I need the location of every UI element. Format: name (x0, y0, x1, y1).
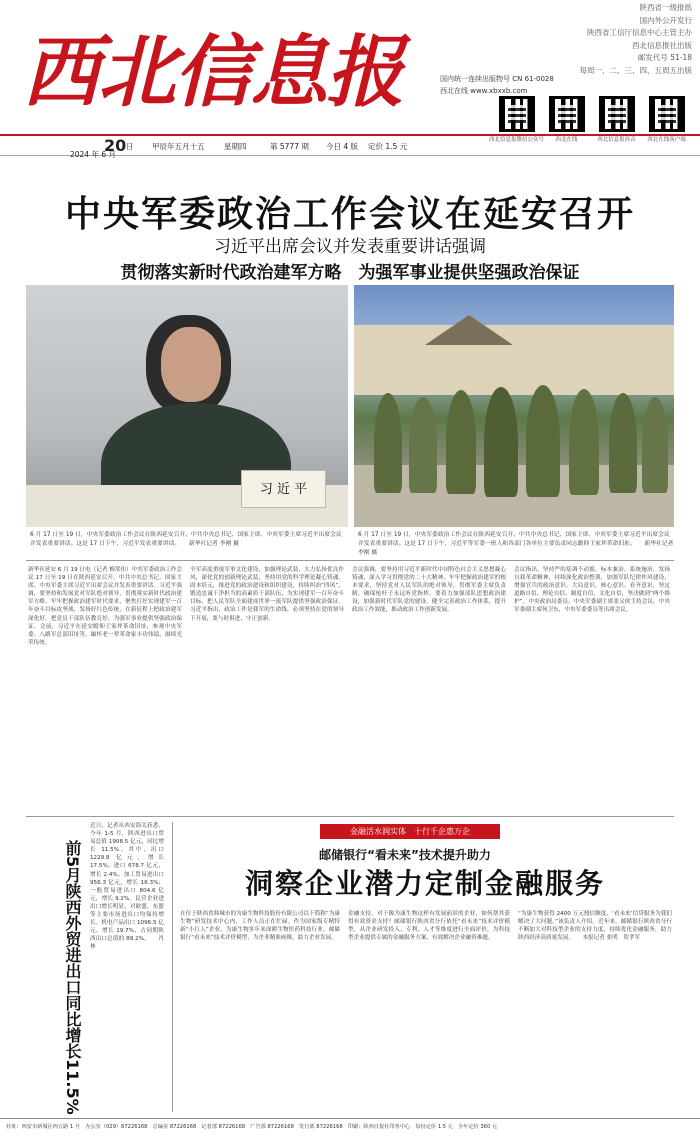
info-line: 陕西省工信厅信息中心主管主办 (587, 28, 692, 37)
info-line: 邮发代号 51-18 (637, 53, 692, 62)
masthead-info (580, 2, 693, 77)
feature-subtitle: 邮储银行“看未来”技术提升助力 (319, 848, 491, 862)
lead-headline[interactable]: 中央军委政治工作会议在延安召开 (64, 193, 635, 235)
lunar-date: 甲辰年五月十五 (152, 142, 205, 151)
building (354, 325, 674, 395)
officer (526, 385, 560, 497)
officer (484, 387, 518, 497)
section-divider (26, 560, 674, 561)
qr-code-icon (649, 96, 685, 132)
officer (642, 397, 668, 493)
qr-code-icon (499, 96, 535, 132)
qr-caption: 西北在线客户端 (647, 137, 686, 143)
officer (409, 397, 437, 493)
feature-body-column: 在位于陕西省韩城市的为康生物科技股份有限公司以下简称“为康生物”研发技术中心内，工作人员正在忙碌。作为国家级专精特新“小巨人”企业，为康生物多年来深耕生物医药科技行业。邮储银行“看未来”技术评价模型，为企业精准画像，助力企业发展。 (180, 911, 340, 942)
qr-caption: 西北在线 (555, 137, 578, 143)
officer (446, 390, 476, 494)
lead-body-column: 全军高度重视军事文化建设，加强理论武装，大力弘扬优良作风，深化党的创新理论武装，坚持用党的科学理论凝心铸魂、固本培元，推进党的政治建设和组织建设，持续纠治“四风”，锻造忠诚干净担当的高素质干部队伍，为实现建军一百年奋斗目标、把人民军队全面建成世界一流军队提供坚强政治保证。习近平指出，政治工作是我军的生命线，必须坚持在党的领导下开展，要与时俱进、守正创新。 (190, 567, 344, 622)
issue-number: 第 5777 期 (270, 142, 309, 151)
masthead (0, 0, 700, 150)
qr-code-icon (549, 96, 585, 132)
feature-body-column: 金融支持。对于像为康生物这样有发展前景的企业，如何帮其获得有效资金支持？邮储银行陕西省分行依托“看未来”技术评价模型，从企业研发投入、专利、人才等维度进行全面评价，为科技型企业提供专属的金融服务方案，有效解决企业融资难题。 (348, 911, 510, 942)
info-line: 国内外公开发行 (639, 15, 692, 25)
feature-body-column: “为康生物获得 2400 万元授信额度，‘看未来’信贷服务为我们解决了大问题。”该负责人介绍，近年来，邮储银行陕西省分行不断加大对科技型企业的支持力度，持续优化金融服务，助力陕西经济高质量发展。 本报记者 张明 贺孝军 (518, 911, 672, 942)
officer (374, 393, 402, 493)
date-day: 20 (104, 136, 127, 155)
qr-code-icon (599, 96, 635, 132)
officer (609, 393, 637, 493)
photo-caption: 6 月 17 日至 19 日，中央军委政治工作会议在陕西延安召开。中共中央总书记、国家主席、中央军委主席习近平出席会议并发表重要讲话。这是 17 日下午，习近平发表重要讲话。 新华社记者 李刚 摄 (30, 532, 342, 547)
footer: 社址：西安市新城区西五路 1 号 办公室（029）87226168 总编室 87226168 记者部 87226168 广告部 87226168 发行部 87226168 印刷：陕西日报社印务中心 每份定价 1.5 元 全年定价 360 元 (0, 1118, 700, 1136)
officer (569, 389, 599, 495)
trade-body: 近日，记者从西安海关获悉，今年 1-5 月，陕西进出口贸易总值 1908.5 亿元，同比增长 11.5%。其中，出口 1229.8 亿元，增长 17.5%；进口 678.7 亿元，增长 2.4%。加工贸易进出口 956.3 亿元，增长 16.3%；一般贸易进出口 804.6 亿元，增长 9.2%。民营企业进出口增长明显，对欧盟、东盟等主要市场进出口均保持增长。机电产品出口 1096.5 亿元，增长 19.7%，占同期陕西出口总值的 89.2%。 肖林 (90, 823, 164, 951)
lead-subhead: 习近平出席会议并发表重要讲话强调 (214, 237, 486, 257)
lead-photo-visit[interactable] (354, 285, 674, 527)
lead-body-column: 会议强调，要坚持用习近平新时代中国特色社会主义思想凝心铸魂，深入学习贯彻党的二十大精神，牢牢把握政治建军的根本要求，坚持党对人民军队的绝对领导，贯彻军委主席负责制，确保枪杆子永远听党指挥。要着力加强部队思想政治建设，加强新时代军队党的建设，健全完善政治工作体系，提升政治工作效能，推动政治工作创新发展。 (352, 567, 506, 614)
info-line: 陕西省一级报纸 (639, 3, 692, 12)
date-month: 2024 年 6 月 (70, 150, 117, 159)
dateline (0, 134, 700, 159)
newspaper-logo[interactable]: 西北信息报 (22, 27, 403, 118)
qr-caption: 西北信息报微信公众号 (489, 137, 545, 143)
price: 定价 1.5 元 (368, 142, 408, 151)
feature-title[interactable]: 洞察企业潜力定制金融服务 (244, 867, 605, 900)
info-line: 每周一、二、三、四、五周五出版 (579, 65, 692, 75)
page-count: 今日 4 版 (326, 142, 359, 151)
website-link[interactable]: 西北在线 www.xbxxb.com (440, 87, 528, 95)
lead-body-column: 新华社延安 6 月 19 日电（记者 梅常伟）中央军委政治工作会议 17 日至 19 日在陕西延安召开。中共中央总书记、国家主席、中央军委主席习近平出席会议并发表重要讲话。习近平强调，要坚持和发展党对军队绝对领导，贯彻落实新时代政治建军方略，牢牢把握政治建军时代要求，聚焦打好实现建军一百年奋斗目标攻坚战，发扬好红色传统，在新征程上把政治建军深化好，把党员干部队伍教育好，为强军事业提供坚强政治保证。会前，习近平在延安瞻仰王家坪革命旧址，参观中央军委、八路军总部旧址等，缅怀老一辈革命家丰功伟绩，赓续光荣传统。 (28, 567, 182, 646)
lead-body-column: 会议指出，坚持严的基调不动摇，标本兼治、系统施治，发扬自我革命精神，持续深化政治整训，加强军队纪律作风建设，增强官兵的政治意识、大局意识、核心意识、看齐意识，坚定道路自信、理论自信、制度自信、文化自信，坚决做到“两个维护”。中央政治局委员、中央军委副主席张又侠主持会议，中央军委副主席何卫东，中央军委委员等出席会议。 (514, 567, 670, 614)
nameplate: 习 近 平 (241, 470, 326, 508)
column-divider (172, 822, 173, 1112)
section-tag: 金融活水润实体 十行千企惠万企 (320, 824, 500, 839)
issn-line: 国内统一连续出版物号 CN 61-0028 (440, 75, 554, 83)
lead-subhead-main: 贯彻落实新时代政治建军方略 为强军事业提供坚强政治保证 (120, 263, 580, 283)
lead-photo-speech[interactable] (26, 285, 348, 527)
person-face (161, 327, 221, 402)
weekday: 星期四 (224, 142, 247, 151)
date-day-unit: 日 (126, 142, 134, 151)
trade-headline[interactable]: 前5月陕西外贸进出口同比增长11.5% (63, 840, 82, 1115)
qr-caption: 西北信息报抖音 (597, 137, 636, 143)
section-divider (26, 816, 674, 817)
info-line: 西北信息报社出版 (632, 40, 692, 50)
photo-caption: 6 月 17 日至 19 日，中央军委政治工作会议在陕西延安召开。中共中央总书记、国家主席、中央军委主席习近平出席会议并发表重要讲话。这是 17 日下午，习近平等军委一班人和各部门各单位主要负责同志瞻仰王家坪革命旧址。 新华社记者 李刚 摄 (358, 532, 674, 556)
